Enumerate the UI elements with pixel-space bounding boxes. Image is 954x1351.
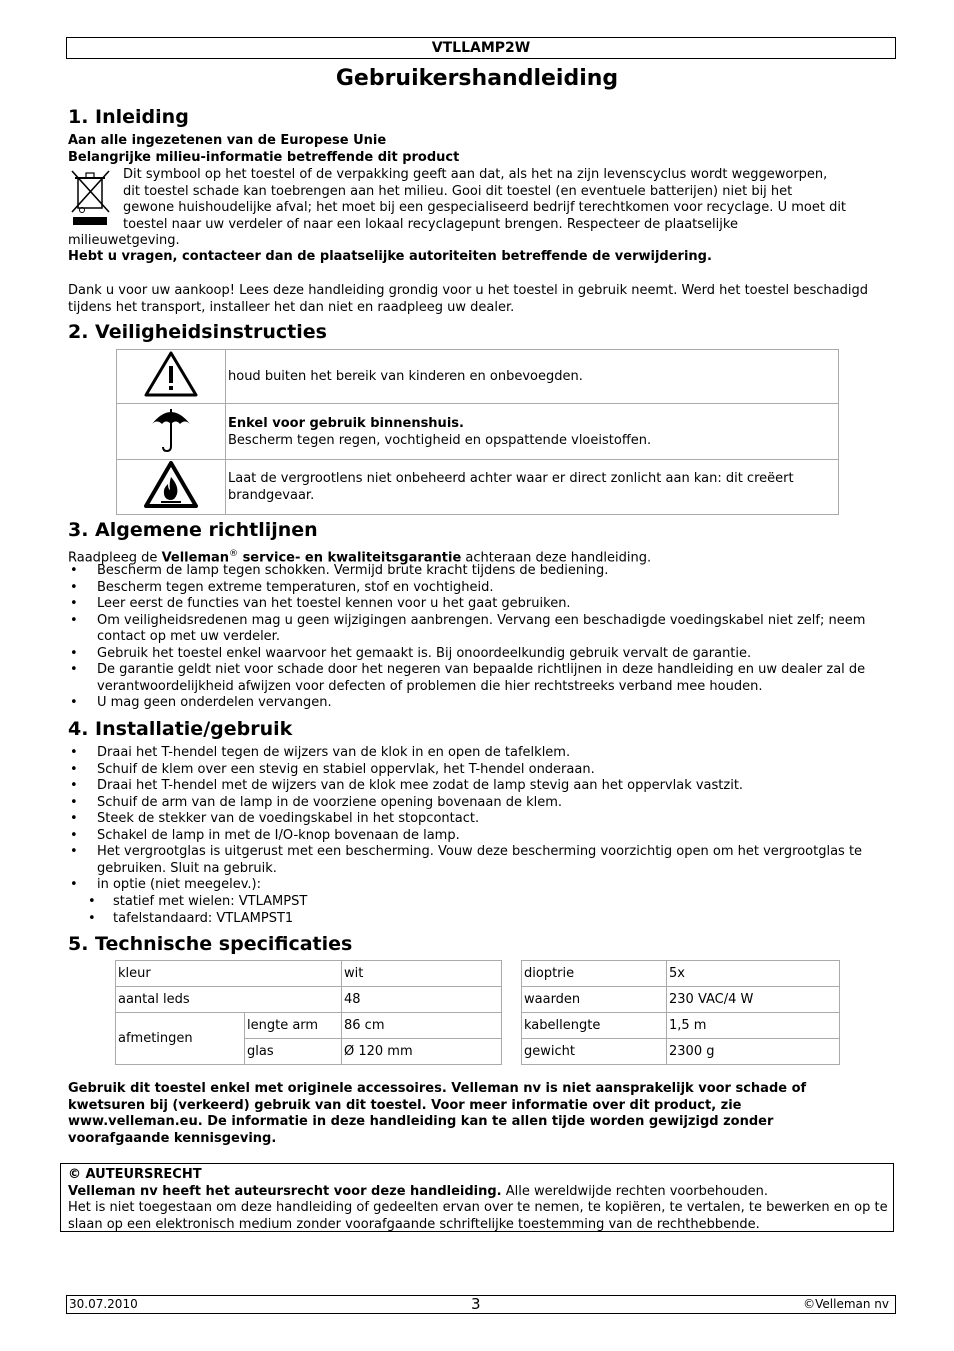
footer-date: 30.07.2010: [69, 1297, 138, 1311]
list-item: • U mag geen onderdelen vervangen.: [68, 695, 890, 712]
list-item: • Schuif de klem over een stevig en stabiel oppervlak, het T-hendel onderaan.: [68, 762, 890, 779]
safety-row: [117, 460, 839, 515]
environment-info-line: Belangrijke milieu-informatie betreffende dit product: [68, 150, 460, 165]
table-cell: glas: [245, 1039, 342, 1065]
list-item: • Gebruik het toestel enkel waarvoor het gemaakt is. Bij onoordeelkundig gebruik vervalt de garantie.: [68, 646, 890, 663]
installation-list: [68, 745, 890, 894]
section-4-heading: 4. Installatie/gebruik: [68, 718, 293, 740]
table-cell: dioptrie: [522, 961, 667, 987]
list-item: • Steek de stekker van de voedingskabel in het stopcontact.: [68, 811, 890, 828]
safety-text: Enkel voor gebruik binnenshuis. Bescherm tegen regen, vochtigheid en opspattende vloeistoffen.: [226, 404, 839, 460]
table-row: [116, 987, 502, 1013]
page-title: Gebruikershandleiding: [335, 66, 619, 91]
spec-table-left: [115, 960, 502, 1065]
thanks-paragraph: Dank u voor uw aankoop! Lees deze handleiding grondig voor u het toestel in gebruik neemt. Werd het toestel beschadigd tijdens het transport, installeer het dan niet en raadpleeg uw dealer.: [68, 283, 868, 315]
table-cell: kleur: [116, 961, 342, 987]
table-cell: 48: [342, 987, 502, 1013]
list-item: • Leer eerst de functies van het toestel kennen voor u het gaat gebruiken.: [68, 596, 890, 613]
safety-table: [116, 349, 839, 515]
footer-copyright: ©Velleman nv: [803, 1297, 889, 1311]
table-cell: wit: [342, 961, 502, 987]
copyright-title: © AUTEURSRECHT: [68, 1167, 202, 1182]
spec-table-right: [521, 960, 840, 1065]
table-cell: gewicht: [522, 1039, 667, 1065]
list-item: • Om veiligheidsredenen mag u geen wijzigingen aanbrengen. Vervang een beschadigde voedingskabel niet zelf; neem contact op met uw verdeler.: [68, 613, 890, 646]
contact-authorities-line: Hebt u vragen, contacteer dan de plaatselijke autoriteiten betreffende de verwijdering.: [68, 249, 712, 264]
list-item: • Draai het T-hendel met de wijzers van de klok mee zodat de lamp stevig aan het oppervlak vastzit.: [68, 778, 890, 795]
warning-triangle-icon: [117, 350, 226, 404]
table-cell: 5x: [667, 961, 840, 987]
table-row: [522, 961, 840, 987]
list-item: • Bescherm tegen extreme temperaturen, stof en vochtigheid.: [68, 580, 890, 597]
table-cell: 1,5 m: [667, 1013, 840, 1039]
copyright-box: [60, 1163, 894, 1232]
list-item: • De garantie geldt niet voor schade door het negeren van bepaalde richtlijnen in deze handleiding en uw dealer zal de verantwoordelijkheid afwijzen voor defecten of problemen die hier rechtstreeks verband mee houden.: [68, 662, 890, 695]
safety-text: houd buiten het bereik van kinderen en onbevoegden.: [226, 350, 839, 404]
options-list: [68, 894, 890, 927]
section-2-heading: 2. Veiligheidsinstructies: [68, 321, 327, 343]
page-number: 3: [471, 1295, 481, 1313]
list-item: • statief met wielen: VTLAMPST: [68, 894, 890, 911]
table-cell: aantal leds: [116, 987, 342, 1013]
safety-text: Laat de vergrootlens niet onbeheerd achter waar er direct zonlicht aan kan: dit creëert brandgevaar.: [226, 460, 839, 515]
table-cell: afmetingen: [116, 1013, 245, 1065]
model-header: VTLLAMP2W: [66, 37, 896, 59]
copyright-paragraph: Het is niet toegestaan om deze handleiding of gedeelten ervan over te nemen, te kopiëren, te vertalen, te bewerken en op te slaan op een elektronisch medium zonder voorafgaande schriftelijke toestemming van de rechthebbende.: [68, 1200, 888, 1232]
umbrella-icon: [117, 404, 226, 460]
table-row: [522, 987, 840, 1013]
eu-residents-line: Aan alle ingezetenen van de Europese Unie: [68, 133, 387, 148]
list-item: • Het vergrootglas is uitgerust met een bescherming. Vouw deze bescherming voorzichtig open om het vergrootglas te gebruiken. Sluit na gebruik.: [68, 844, 890, 877]
page-footer: [66, 1295, 896, 1314]
safety-row: [117, 350, 839, 404]
accessories-notice: Gebruik dit toestel enkel met originele accessoires. Velleman nv is niet aansprakelijk voor schade of kwetsuren bij (verkeerd) gebruik van dit toestel. Voor meer informatie over dit product, zie www.velleman.eu. De informatie in deze handleiding kan te allen tijde worden gewijzigd zonder voorafgaande kennisgeving.: [68, 1081, 807, 1146]
table-cell: 230 VAC/4 W: [667, 987, 840, 1013]
list-item: • in optie (niet meegelev.):: [68, 877, 890, 894]
table-row: [116, 1013, 502, 1039]
fire-hazard-icon: [117, 460, 226, 515]
guidelines-intro: Raadpleeg de Velleman® service- en kwaliteitsgarantie achteraan deze handleiding.: [68, 549, 652, 566]
wheelie-bin-crossed-icon: [69, 168, 113, 228]
list-item: • Bescherm de lamp tegen schokken. Vermijd brute kracht tijdens de bediening.: [68, 563, 890, 580]
table-row: [522, 1013, 840, 1039]
disposal-text: Dit symbool op het toestel of de verpakking geeft aan dat, als het na zijn levenscyclus wordt weggeworpen, dit toestel schade kan toebrengen aan het milieu. Gooi dit toestel (en eventuele batterijen) niet bij het gewone huishoudelijke afval; het moet bij een gespecialiseerd bedrijf terechtkomen voor recyclage. U moet dit toestel naar uw verdeler of naar een lokaal recyclagepunt brengen. Respecteer de plaatselijke: [123, 167, 847, 232]
table-cell: 86 cm: [342, 1013, 502, 1039]
table-row: [116, 961, 502, 987]
list-item: • Schakel de lamp in met de I/O-knop bovenaan de lamp.: [68, 828, 890, 845]
table-row: [522, 1039, 840, 1065]
list-item: • tafelstandaard: VTLAMPST1: [68, 911, 890, 928]
disposal-text-end: milieuwetgeving.: [68, 233, 180, 248]
list-item: • Schuif de arm van de lamp in de voorziene opening bovenaan de klem.: [68, 795, 890, 812]
table-cell: Ø 120 mm: [342, 1039, 502, 1065]
guidelines-list: [68, 563, 890, 712]
table-cell: lengte arm: [245, 1013, 342, 1039]
section-5-heading: 5. Technische specificaties: [68, 933, 353, 955]
safety-row: [117, 404, 839, 460]
section-1-heading: 1. Inleiding: [68, 106, 189, 128]
table-cell: 2300 g: [667, 1039, 840, 1065]
table-cell: waarden: [522, 987, 667, 1013]
table-cell: kabellengte: [522, 1013, 667, 1039]
list-item: • Draai het T-hendel tegen de wijzers van de klok in en open de tafelklem.: [68, 745, 890, 762]
copyright-line: Velleman nv heeft het auteursrecht voor deze handleiding. Alle wereldwijde rechten voorbehouden.: [68, 1183, 768, 1199]
section-3-heading: 3. Algemene richtlijnen: [68, 519, 318, 541]
